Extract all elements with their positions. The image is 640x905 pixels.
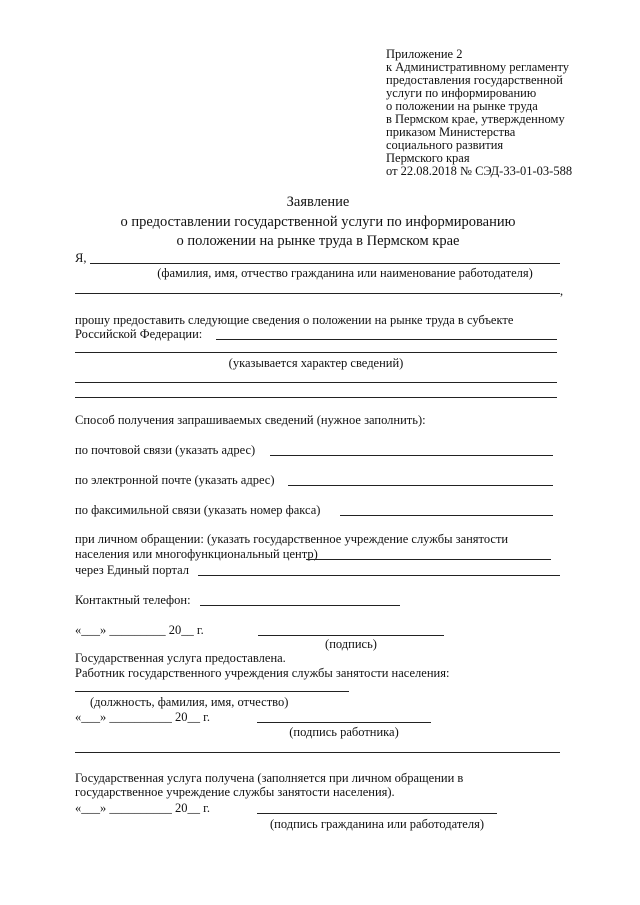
appendix-line-7: приказом Министерства xyxy=(386,125,516,139)
information-type-field-3[interactable] xyxy=(75,382,557,383)
portal-field[interactable] xyxy=(198,575,560,576)
appendix-line-4: услуги по информированию xyxy=(386,86,537,100)
information-type-caption: (указывается характер сведений) xyxy=(228,356,404,370)
email-address-field[interactable] xyxy=(288,485,553,486)
applicant-caption: (фамилия, имя, отчество гражданина или наименование работодателя) xyxy=(157,266,533,280)
method-personal-line-1: при личном обращении: (указать государственное учреждение службы занятости xyxy=(75,532,509,546)
method-email-label: по электронной почте (указать адрес) xyxy=(75,473,275,487)
appendix-line-10: от 22.08.2018 № СЭД-33-01-03-588 xyxy=(386,164,573,178)
received-line-1: Государственная услуга получена (заполняется при личном обращении в xyxy=(75,771,464,785)
provided-date[interactable]: «___» __________ 20__ г. xyxy=(75,710,210,724)
request-line-2: Российской Федерации: xyxy=(75,327,203,341)
applicant-name-continuation-field[interactable] xyxy=(75,293,560,294)
recipient-signature-field[interactable] xyxy=(257,813,497,814)
appendix-line-2: к Административному регламенту xyxy=(386,60,570,74)
employee-position-field[interactable] xyxy=(75,691,349,692)
appendix-line-8: социального развития xyxy=(386,138,504,152)
appendix-line-6: в Пермском крае, утвержденному xyxy=(386,112,565,126)
appendix-line-3: предоставления государственной xyxy=(386,73,563,87)
provided-line-1: Государственная услуга предоставлена. xyxy=(75,651,286,665)
information-type-field-2[interactable] xyxy=(75,352,557,353)
section-divider xyxy=(75,752,560,753)
contact-phone-label: Контактный телефон: xyxy=(75,593,191,607)
applicant-signature-caption: (подпись) xyxy=(325,637,377,651)
appendix-line-1: Приложение 2 xyxy=(386,47,463,61)
method-heading: Способ получения запрашиваемых сведений (нужное заполнить): xyxy=(75,413,426,427)
employee-position-caption: (должность, фамилия, имя, отчество) xyxy=(90,695,289,709)
employee-signature-field[interactable] xyxy=(257,722,431,723)
employee-signature-caption: (подпись работника) xyxy=(289,725,399,739)
request-line-1: прошу предоставить следующие сведения о положении на рынке труда в субъекте xyxy=(75,313,514,327)
appendix-line-9: Пермского края xyxy=(386,151,470,165)
document-subtitle-line-2: о положении на рынке труда в Пермском крае xyxy=(176,233,460,249)
document-subtitle-line-1: о предоставлении государственной услуги по информированию xyxy=(120,214,516,230)
applicant-date[interactable]: «___» _________ 20__ г. xyxy=(75,623,204,637)
method-post-label: по почтовой связи (указать адрес) xyxy=(75,443,256,457)
received-date[interactable]: «___» __________ 20__ г. xyxy=(75,801,210,815)
received-line-2: государственное учреждение службы занятости населения). xyxy=(75,785,395,799)
applicant-signature-field[interactable] xyxy=(258,635,444,636)
appendix-line-5: о положении на рынке труда xyxy=(386,99,538,113)
method-personal-line-2: населения или многофункциональный центр) xyxy=(75,547,318,561)
fax-number-field[interactable] xyxy=(340,515,553,516)
contact-phone-field[interactable] xyxy=(200,605,400,606)
applicant-name-field[interactable] xyxy=(90,263,560,264)
provided-line-2: Работник государственного учреждения службы занятости населения: xyxy=(75,666,450,680)
applicant-prefix: Я, xyxy=(75,251,87,265)
information-type-field[interactable] xyxy=(216,339,557,340)
information-type-field-4[interactable] xyxy=(75,397,557,398)
applicant-line-end: , xyxy=(560,284,564,298)
recipient-signature-caption: (подпись гражданина или работодателя) xyxy=(270,817,484,831)
personal-visit-office-field[interactable] xyxy=(306,559,551,560)
method-fax-label: по факсимильной связи (указать номер факса) xyxy=(75,503,321,517)
method-portal-label: через Единый портал xyxy=(75,563,189,577)
document-title: Заявление xyxy=(286,194,350,210)
post-address-field[interactable] xyxy=(270,455,553,456)
